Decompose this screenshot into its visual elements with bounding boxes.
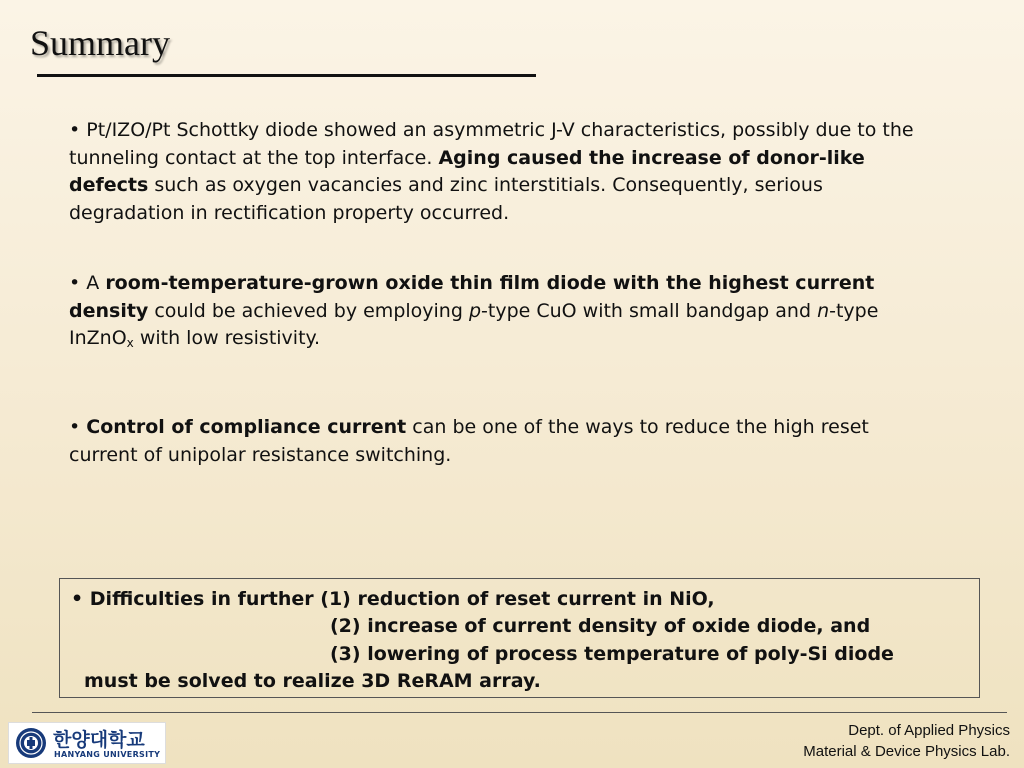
bullet-marker: • [71, 588, 84, 610]
footer-divider [32, 712, 1007, 713]
point-2-text-c: -type CuO with small bandgap and [481, 299, 812, 322]
point-3-bold: Control of compliance current [86, 416, 407, 438]
difficulties-line-4: must be solved to realize 3D ReRAM array. [84, 670, 541, 692]
point-1-text-a: Pt/IZO/Pt Schottky diode showed an asymmetric J-V characteristics, possibly due to the tunneling contact at the top interface. [69, 119, 914, 169]
point-3-text-a: can be one of the ways to reduce the high reset current of unipolar resistance switching. [69, 416, 869, 466]
footer-affiliation [803, 720, 1010, 762]
point-2-text-d: -type InZnO [69, 299, 879, 349]
point-1-bold: Aging caused the increase of donor-like defects [69, 146, 865, 196]
department-name: Dept. of Applied Physics [848, 722, 1010, 739]
p-type-italic: p [468, 299, 482, 322]
subscript-x: x [126, 336, 134, 350]
lab-name: Material & Device Physics Lab. [803, 743, 1010, 760]
bullet-marker: • [69, 119, 81, 141]
point-2-text-a: A [86, 272, 100, 294]
n-type-italic: n [817, 299, 830, 322]
point-1-text-b: such as oxygen vacancies and zinc interstitials. Consequently, serious degradation in rectification property occurred. [69, 174, 823, 224]
difficulties-line-1 [71, 586, 715, 614]
difficulties-line-2: (2) increase of current density of oxide diode, and [330, 615, 871, 637]
point-2-text-b: could be achieved by employing [154, 299, 463, 322]
logo-english-name: HANYANG UNIVERSITY [54, 750, 161, 759]
hanyang-university-logo [8, 722, 166, 764]
summary-point-3 [69, 414, 939, 469]
logo-korean-name: 한양대학교 [53, 729, 145, 751]
slide-title: Summary [30, 23, 170, 63]
point-2-text-e: with low resistivity. [139, 327, 321, 349]
university-seal-icon [15, 727, 47, 759]
summary-point-2 [69, 270, 939, 353]
summary-point-1 [69, 117, 939, 227]
bullet-marker: • [69, 416, 81, 438]
difficulties-line-1-text: Difficulties in further (1) reduction of reset current in NiO, [89, 588, 715, 610]
difficulties-box [59, 578, 980, 698]
bullet-marker: • [69, 272, 81, 294]
difficulties-line-3: (3) lowering of process temperature of poly-Si diode [330, 643, 894, 665]
title-underline [37, 74, 536, 77]
point-2-bold: room-temperature-grown oxide thin film diode with the highest current density [69, 272, 875, 322]
